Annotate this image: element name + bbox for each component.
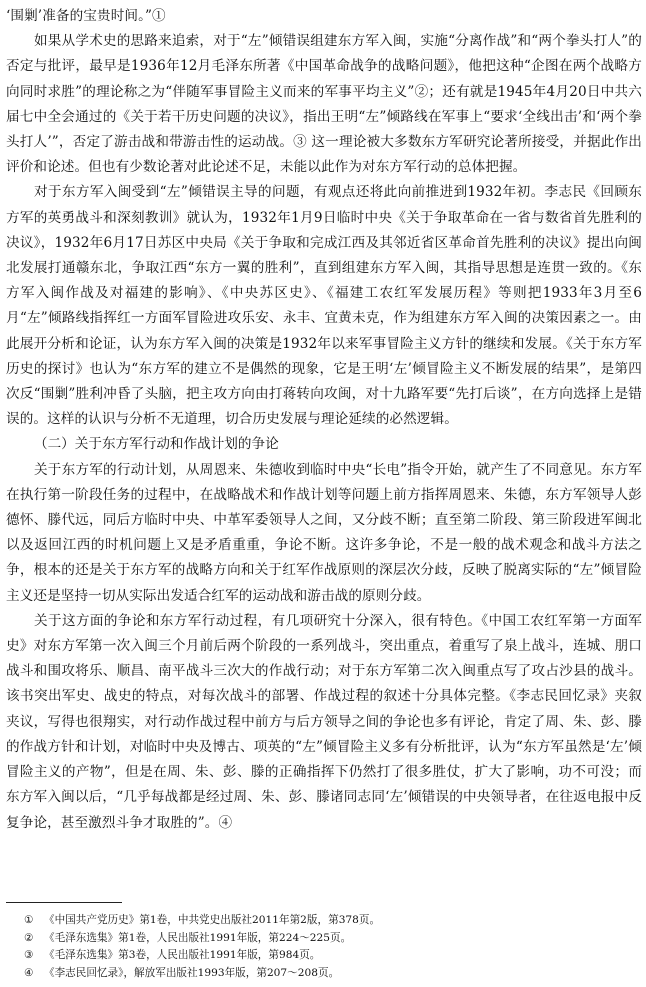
footnote-item: ② 《毛泽东选集》第1卷，人民出版社1991年版，第224～225页。	[24, 931, 352, 944]
section-heading: （二）关于东方军行动和作战计划的争论	[34, 436, 279, 453]
footnote-item: ③ 《毛泽东选集》第3卷，人民出版社1991年版，第984页。	[24, 949, 321, 962]
paragraph-left-error-origin: 对于东方军入闽受到“左”倾错误主导的问题，有观点还将此向前推进到1932年初。李志民《回顾东方军的英勇战斗和深刻教训》就认为，1932年1月9日临时中央《关于争取革命在一省与数省首先胜利的决议》，1932年6月17日苏区中央局《关于争取和完成江西及其邻近省区革命首先胜利的决议》提出向闽北发展打通赣东北，争取江西“东方一翼的胜利”，直到组建东方军入闽，其指导思想是连贯一致的。《东方军入闽作战及对福建的影响》、《中央苏区史》、《福建工农红军发展历程》等则把1933年3月至6月“左”倾路线指挥红一方面军冒险进攻乐安、永丰、宜黄未克，作为组建东方军入闽的决策因素之一。由此展开分析和论证，认为东方军入闽的决策是1932年以来军事冒险主义方针的继续和发展。《关于东方军历史的探讨》也认为“东方军的建立不是偶然的现象，它是王明‘左’倾冒险主义不断发展的结果”，是第四次反“围剿”胜利冲昏了头脑，把主攻方向由打蒋转向攻闽，对十九路军要“先打后谈”，在方向选择上是错误的。这样的认识与分析不无道理，切合历史发展与理论延续的必然逻辑。	[6, 184, 642, 428]
footnote-divider	[6, 902, 122, 903]
footnote-item: ① 《中国共产党历史》第1卷，中共党史出版社2011年第2版，第378页。	[24, 914, 381, 926]
paragraph-research-review: 关于这方面的争论和东方军行动过程，有几项研究十分深入，很有特色。《中国工农红军第一方面军史》对东方军第一次入闽三个月前后两个阶段的一系列战斗，突出重点，着重写了泉上战斗，连城、朋口战斗和围攻将乐、顺昌、南平战斗三次大的作战行动；对于东方军第二次入闽重点写了攻占沙县的战斗。该书突出军史、战史的特点，对每次战斗的部署、作战过程的叙述十分具体完整。《李志民回忆录》夹叙夹议，写得也很翔实，对行动作战过程中前方与后方领导之间的争论也多有评论，肯定了周、朱、彭、滕的作战方针和计划，对临时中央及博古、项英的“左”倾冒险主义多有分析批评，认为“东方军虽然是‘左’倾冒险主义的产物”，但是在周、朱、彭、滕的正确指挥下仍然打了很多胜仗，扩大了影响，功不可没；而东方军入闽以后，“几乎每战都是经过周、朱、彭、滕诸同志同‘左’倾错误的中央领导者，在往返电报中反复争论，甚至激烈斗争才取胜的”。④	[6, 612, 642, 831]
paragraph-continuation: ‘围剿’准备的宝贵时间。”①	[6, 8, 166, 24]
paragraph-academic-history: 如果从学术史的思路来追索，对于“左”倾错误组建东方军入闽，实施“分离作战”和“两个拳头打人”的否定与批评，最早是1936年12月毛泽东所著《中国革命战争的战略问题》，他把这种“企图在两个战略方向同时求胜”的理论称之为“伴随军事冒险主义而来的军事平均主义”②；还有就是1945年4月20日中共六届七中全会通过的《关于若干历史问题的决议》，指出王明“左”倾路线在军事上“要求‘全线出击’和‘两个拳头打人’”，否定了游击战和带游击性的运动战。③ 这一理论被大多数东方军研究论著所接受，并据此作出评价和论述。但也有少数论著对此论述不足，未能以此作为对东方军行动的总体把握。	[6, 33, 642, 176]
footnotes	[24, 912, 624, 982]
footnote-item: ④ 《李志民回忆录》，解放军出版社1993年版，第207～208页。	[24, 966, 340, 979]
paragraph-action-plan: 关于东方军的行动计划，从周恩来、朱德收到临时中央“长电”指令开始，就产生了不同意见。东方军在执行第一阶段任务的过程中，在战略战术和作战计划等问题上前方指挥周恩来、朱德，东方军领导人彭德怀、滕代远，同后方临时中央、中革军委领导人之间，又分歧不断；直至第二阶段、第三阶段进军闽北以及返回江西的时机问题上又是矛盾重重，争论不断。这许多争论，不是一般的战术观念和战斗方法之争，根本的还是关于东方军的战略方向和关于红军作战原则的深层次分歧，反映了脱离实际的“左”倾冒险主义还是坚持一切从实际出发适合红军的运动战和游击战的原则分歧。	[6, 461, 642, 604]
article-body	[6, 4, 642, 836]
